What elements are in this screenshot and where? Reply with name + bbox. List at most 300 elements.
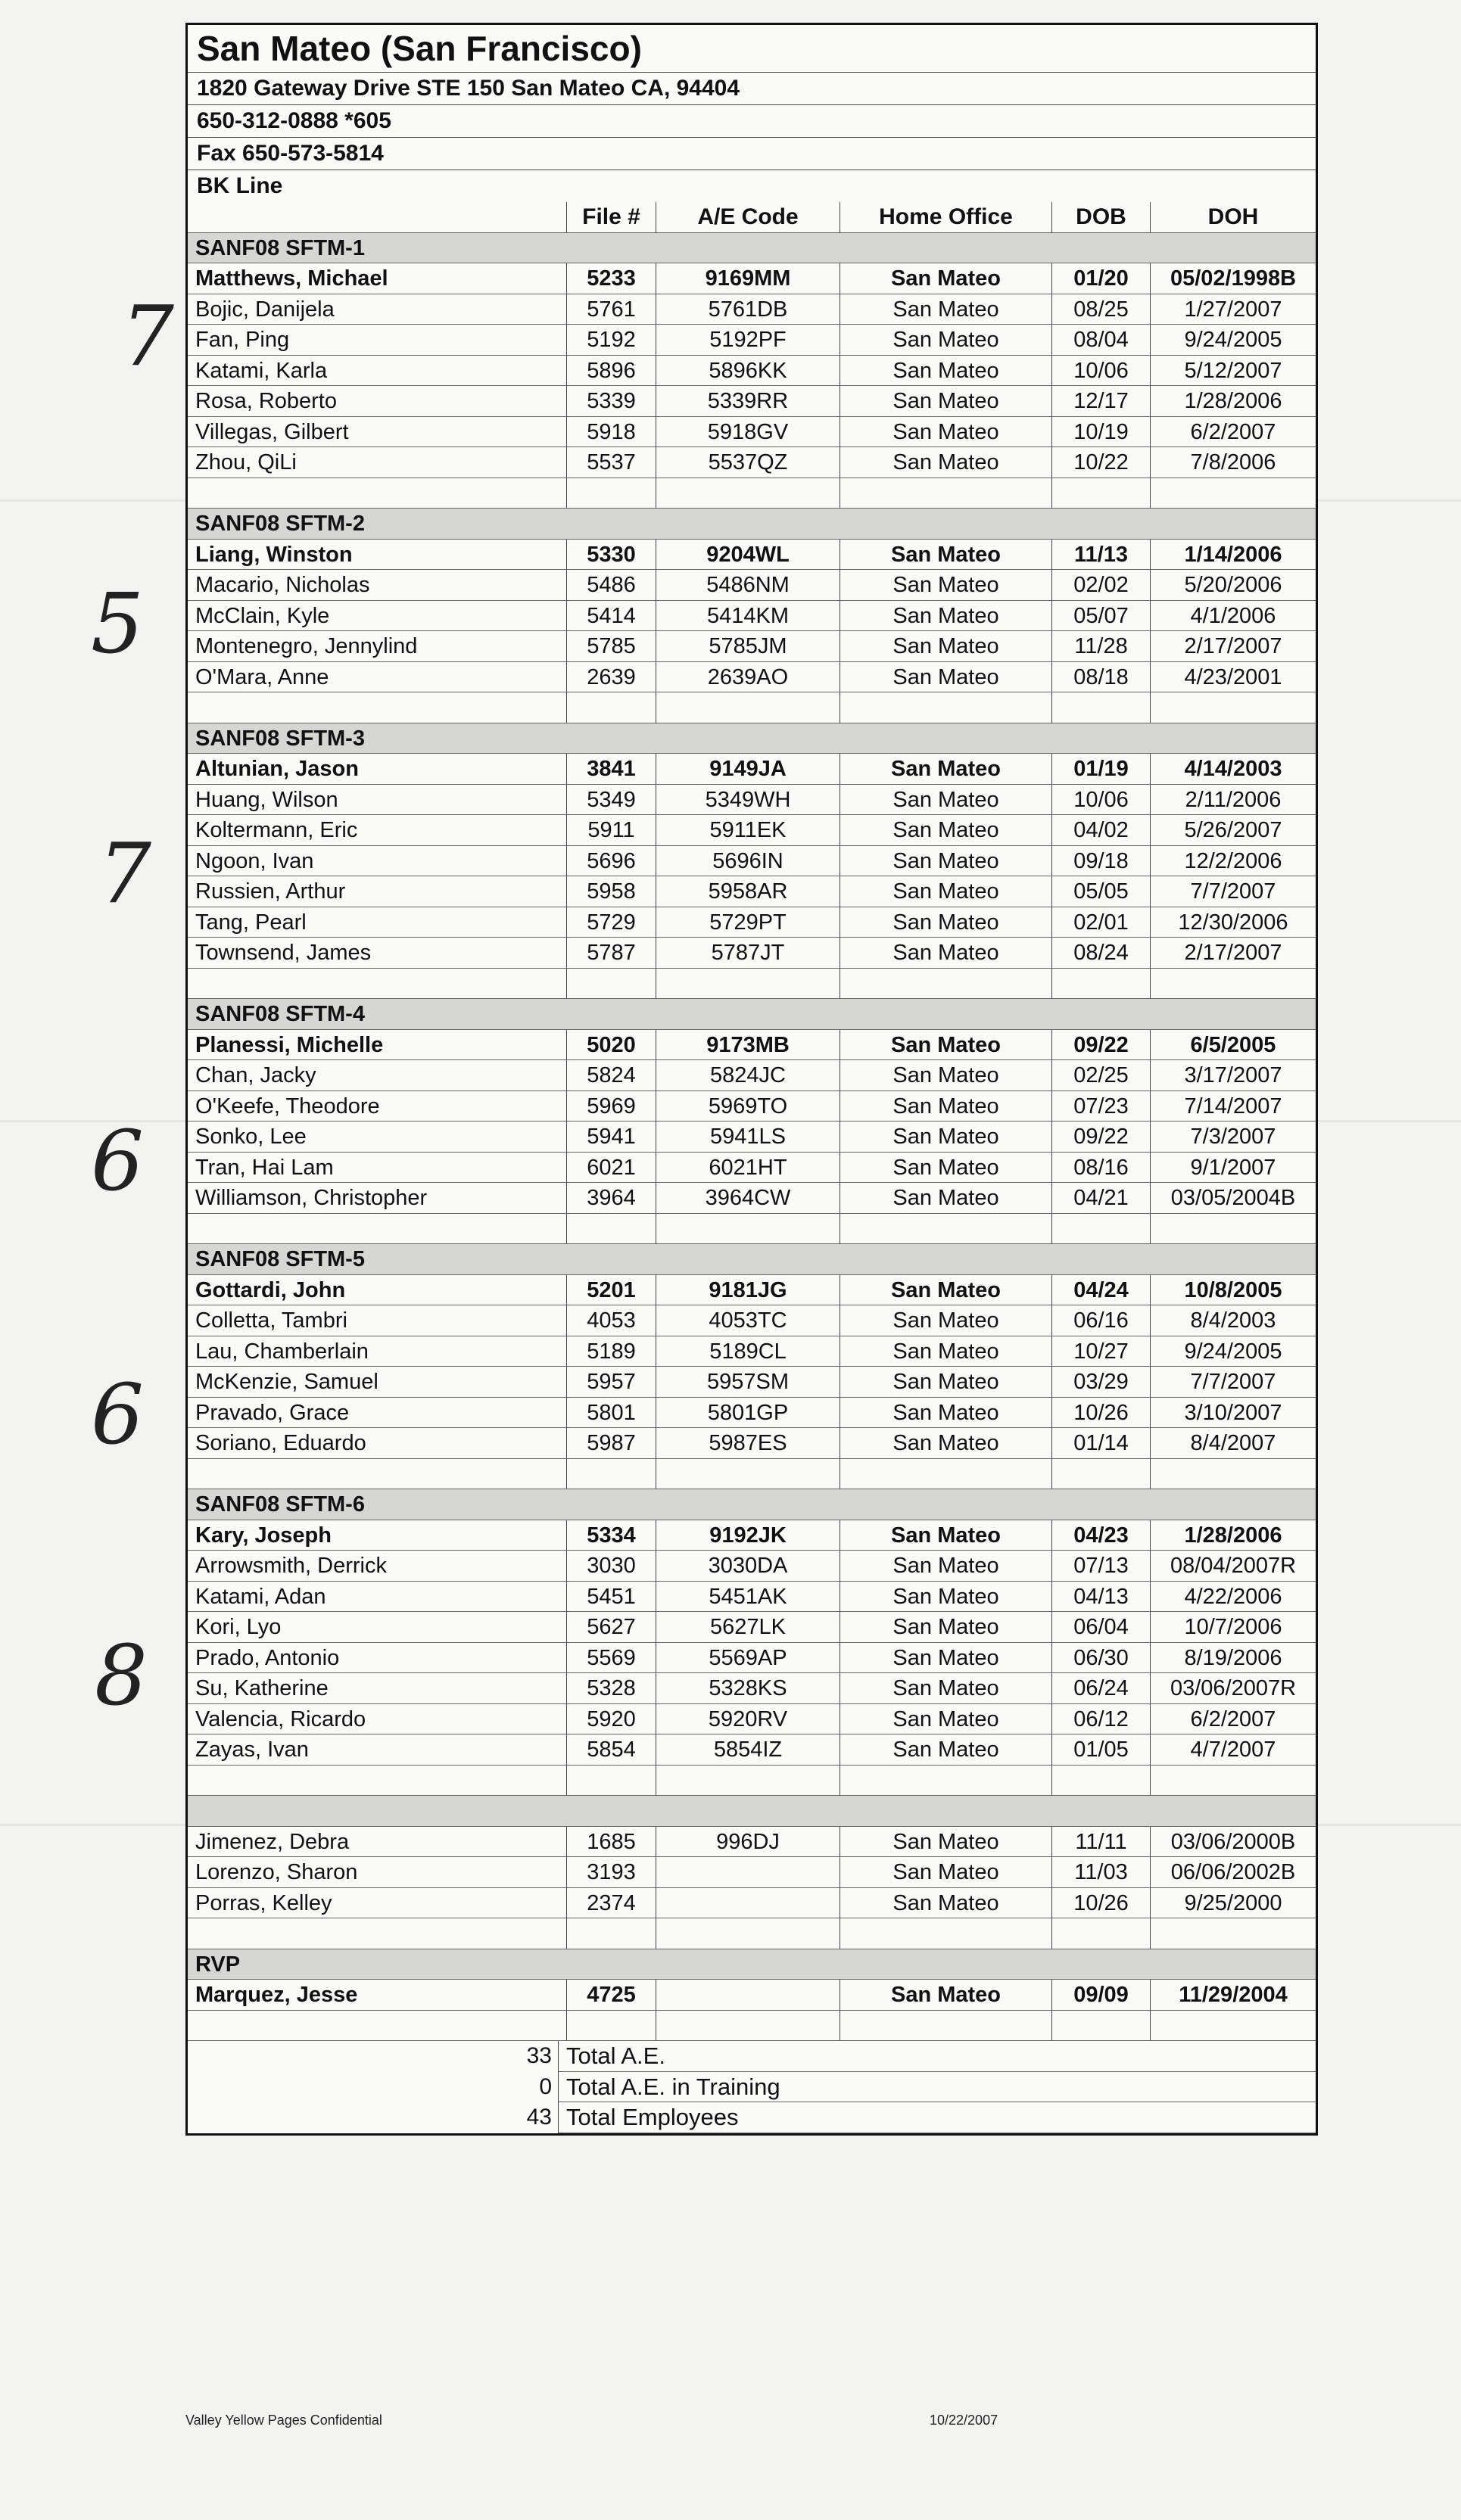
cell-dob: 01/05 xyxy=(1051,1734,1150,1766)
cell-ae-code: 6021HT xyxy=(656,1153,840,1184)
cell-dob: 04/21 xyxy=(1051,1183,1150,1214)
blank-cell xyxy=(656,1918,840,1949)
cell-ae-code xyxy=(656,1888,840,1919)
cell-name: Soriano, Eduardo xyxy=(188,1428,566,1459)
cell-doh: 9/24/2005 xyxy=(1150,1336,1316,1367)
cell-home-office: San Mateo xyxy=(840,1704,1051,1735)
cell-home-office: San Mateo xyxy=(840,1183,1051,1214)
section-header-cell xyxy=(566,1489,656,1520)
section-header-cell xyxy=(1150,1796,1316,1827)
totals-block xyxy=(188,2041,1316,2133)
cell-dob: 01/20 xyxy=(1051,263,1150,294)
section-header-cell xyxy=(1051,1796,1150,1827)
cell-doh: 08/04/2007R xyxy=(1150,1551,1316,1582)
cell-ae-code xyxy=(656,1980,840,2011)
cell-dob: 02/01 xyxy=(1051,907,1150,938)
blank-cell xyxy=(566,1766,656,1797)
cell-name: Tang, Pearl xyxy=(188,907,566,938)
blank-cell xyxy=(1051,478,1150,509)
cell-name: Lorenzo, Sharon xyxy=(188,1857,566,1888)
cell-ae-code: 3030DA xyxy=(656,1551,840,1582)
section-header-cell xyxy=(656,1244,840,1275)
cell-name: Huang, Wilson xyxy=(188,785,566,816)
section-header-cell xyxy=(1051,1244,1150,1275)
cell-home-office: San Mateo xyxy=(840,1980,1051,2011)
blank-cell xyxy=(1051,1918,1150,1949)
cell-home-office: San Mateo xyxy=(840,601,1051,632)
blank-cell xyxy=(188,1459,566,1490)
cell-home-office: San Mateo xyxy=(840,417,1051,448)
cell-home-office: San Mateo xyxy=(840,1122,1051,1153)
section-title: SANF08 SFTM-3 xyxy=(188,723,566,754)
column-header-file: File # xyxy=(566,202,656,233)
cell-name: Williamson, Christopher xyxy=(188,1183,566,1214)
cell-ae-code: 9192JK xyxy=(656,1520,840,1551)
cell-file: 3193 xyxy=(566,1857,656,1888)
section-header-cell xyxy=(566,1796,656,1827)
cell-file: 5801 xyxy=(566,1398,656,1429)
section-header-cell xyxy=(840,1796,1051,1827)
cell-file: 3841 xyxy=(566,754,656,785)
cell-name: Pravado, Grace xyxy=(188,1398,566,1429)
cell-name: Altunian, Jason xyxy=(188,754,566,785)
section-title: SANF08 SFTM-6 xyxy=(188,1489,566,1520)
cell-dob: 10/26 xyxy=(1051,1888,1150,1919)
blank-cell xyxy=(840,1918,1051,1949)
cell-home-office: San Mateo xyxy=(840,846,1051,877)
cell-doh: 7/8/2006 xyxy=(1150,447,1316,478)
section-header-cell xyxy=(1150,509,1316,540)
cell-home-office: San Mateo xyxy=(840,1551,1051,1582)
cell-file: 5537 xyxy=(566,447,656,478)
cell-home-office: San Mateo xyxy=(840,1734,1051,1766)
section-title: SANF08 SFTM-5 xyxy=(188,1244,566,1275)
cell-doh: 05/02/1998B xyxy=(1150,263,1316,294)
blank-cell xyxy=(656,1459,840,1490)
cell-file: 2639 xyxy=(566,662,656,693)
cell-doh: 9/1/2007 xyxy=(1150,1153,1316,1184)
cell-file: 5414 xyxy=(566,601,656,632)
cell-file: 5328 xyxy=(566,1673,656,1704)
cell-file: 5627 xyxy=(566,1612,656,1643)
cell-ae-code: 5969TO xyxy=(656,1091,840,1122)
blank-cell xyxy=(188,2011,566,2042)
cell-name: Marquez, Jesse xyxy=(188,1980,566,2011)
cell-file: 5969 xyxy=(566,1091,656,1122)
cell-dob: 04/24 xyxy=(1051,1275,1150,1306)
cell-ae-code: 5918GV xyxy=(656,417,840,448)
cell-dob: 08/24 xyxy=(1051,938,1150,969)
section-header-cell xyxy=(1051,233,1150,264)
total-label: Total Employees xyxy=(559,2102,1316,2133)
cell-file: 5192 xyxy=(566,325,656,356)
blank-cell xyxy=(1051,2011,1150,2042)
cell-dob: 08/04 xyxy=(1051,325,1150,356)
cell-ae-code xyxy=(656,1857,840,1888)
blank-cell xyxy=(1051,1766,1150,1797)
cell-home-office: San Mateo xyxy=(840,356,1051,387)
cell-name: Zayas, Ivan xyxy=(188,1734,566,1766)
cell-file: 5787 xyxy=(566,938,656,969)
blank-cell xyxy=(188,969,566,1000)
cell-doh: 5/12/2007 xyxy=(1150,356,1316,387)
cell-ae-code: 5328KS xyxy=(656,1673,840,1704)
cell-file: 5189 xyxy=(566,1336,656,1367)
office-phone: 650-312-0888 *605 xyxy=(188,105,1316,138)
cell-name: Fan, Ping xyxy=(188,325,566,356)
cell-home-office: San Mateo xyxy=(840,631,1051,662)
blank-cell xyxy=(1150,692,1316,723)
cell-home-office: San Mateo xyxy=(840,907,1051,938)
cell-doh: 7/3/2007 xyxy=(1150,1122,1316,1153)
section-header-cell xyxy=(656,999,840,1030)
cell-dob: 06/04 xyxy=(1051,1612,1150,1643)
section-header-cell xyxy=(1150,1949,1316,1980)
cell-doh: 10/8/2005 xyxy=(1150,1275,1316,1306)
cell-ae-code: 4053TC xyxy=(656,1305,840,1336)
section-header-cell xyxy=(1150,723,1316,754)
cell-name: O'Keefe, Theodore xyxy=(188,1091,566,1122)
cell-dob: 04/02 xyxy=(1051,815,1150,846)
cell-dob: 09/22 xyxy=(1051,1030,1150,1061)
section-header-cell xyxy=(1051,999,1150,1030)
cell-dob: 11/28 xyxy=(1051,631,1150,662)
section-header-cell xyxy=(840,1244,1051,1275)
cell-doh: 4/7/2007 xyxy=(1150,1734,1316,1766)
cell-home-office: San Mateo xyxy=(840,815,1051,846)
cell-ae-code: 5920RV xyxy=(656,1704,840,1735)
cell-dob: 01/14 xyxy=(1051,1428,1150,1459)
cell-ae-code: 5761DB xyxy=(656,294,840,325)
cell-doh: 4/22/2006 xyxy=(1150,1582,1316,1613)
cell-doh: 4/14/2003 xyxy=(1150,754,1316,785)
blank-cell xyxy=(1150,1459,1316,1490)
cell-doh: 12/30/2006 xyxy=(1150,907,1316,938)
cell-ae-code: 5987ES xyxy=(656,1428,840,1459)
blank-cell xyxy=(840,1214,1051,1245)
blank-cell xyxy=(656,478,840,509)
total-value: 0 xyxy=(188,2072,559,2103)
section-header-cell xyxy=(656,1949,840,1980)
cell-file: 5233 xyxy=(566,263,656,294)
cell-file: 5785 xyxy=(566,631,656,662)
cell-dob: 10/06 xyxy=(1051,356,1150,387)
cell-dob: 06/12 xyxy=(1051,1704,1150,1735)
cell-home-office: San Mateo xyxy=(840,1091,1051,1122)
section-header-cell xyxy=(1150,1244,1316,1275)
cell-doh: 12/2/2006 xyxy=(1150,846,1316,877)
column-header-home-office: Home Office xyxy=(840,202,1051,233)
cell-ae-code: 3964CW xyxy=(656,1183,840,1214)
cell-ae-code: 5824JC xyxy=(656,1060,840,1091)
cell-name: Russien, Arthur xyxy=(188,876,566,907)
cell-doh: 8/19/2006 xyxy=(1150,1643,1316,1674)
cell-doh: 4/1/2006 xyxy=(1150,601,1316,632)
section-header-cell xyxy=(840,509,1051,540)
handwritten-note-2: 5 xyxy=(91,575,144,672)
cell-ae-code: 5958AR xyxy=(656,876,840,907)
cell-name: Katami, Adan xyxy=(188,1582,566,1613)
blank-cell xyxy=(656,692,840,723)
total-label: Total A.E. xyxy=(559,2041,1316,2072)
cell-doh: 03/05/2004B xyxy=(1150,1183,1316,1214)
cell-ae-code: 5414KM xyxy=(656,601,840,632)
column-header-dob: DOB xyxy=(1051,202,1150,233)
cell-file: 5854 xyxy=(566,1734,656,1766)
cell-doh: 2/11/2006 xyxy=(1150,785,1316,816)
cell-ae-code: 5537QZ xyxy=(656,447,840,478)
blank-cell xyxy=(1051,969,1150,1000)
cell-home-office: San Mateo xyxy=(840,1888,1051,1919)
cell-file: 5911 xyxy=(566,815,656,846)
cell-home-office: San Mateo xyxy=(840,662,1051,693)
cell-file: 5696 xyxy=(566,846,656,877)
cell-name: McClain, Kyle xyxy=(188,601,566,632)
section-title: SANF08 SFTM-1 xyxy=(188,233,566,264)
cell-name: Valencia, Ricardo xyxy=(188,1704,566,1735)
cell-home-office: San Mateo xyxy=(840,1398,1051,1429)
cell-ae-code: 9181JG xyxy=(656,1275,840,1306)
cell-dob: 04/23 xyxy=(1051,1520,1150,1551)
cell-name: Villegas, Gilbert xyxy=(188,417,566,448)
total-label: Total A.E. in Training xyxy=(559,2072,1316,2103)
section-header-cell xyxy=(656,233,840,264)
cell-doh: 03/06/2007R xyxy=(1150,1673,1316,1704)
cell-doh: 7/7/2007 xyxy=(1150,1367,1316,1398)
cell-dob: 07/13 xyxy=(1051,1551,1150,1582)
cell-dob: 10/27 xyxy=(1051,1336,1150,1367)
cell-home-office: San Mateo xyxy=(840,938,1051,969)
section-header-cell xyxy=(566,233,656,264)
cell-dob: 10/06 xyxy=(1051,785,1150,816)
cell-doh: 8/4/2003 xyxy=(1150,1305,1316,1336)
total-value: 43 xyxy=(188,2102,559,2133)
cell-doh: 3/17/2007 xyxy=(1150,1060,1316,1091)
cell-ae-code: 9204WL xyxy=(656,540,840,571)
section-header-cell xyxy=(656,723,840,754)
cell-home-office: San Mateo xyxy=(840,1582,1051,1613)
section-header-cell xyxy=(656,1796,840,1827)
cell-dob: 11/03 xyxy=(1051,1857,1150,1888)
blank-cell xyxy=(566,969,656,1000)
blank-cell xyxy=(188,1918,566,1949)
cell-file: 5020 xyxy=(566,1030,656,1061)
cell-doh: 03/06/2000B xyxy=(1150,1827,1316,1858)
cell-doh: 5/20/2006 xyxy=(1150,570,1316,601)
cell-home-office: San Mateo xyxy=(840,1030,1051,1061)
cell-doh: 7/7/2007 xyxy=(1150,876,1316,907)
column-header-name xyxy=(188,202,566,233)
cell-file: 5824 xyxy=(566,1060,656,1091)
cell-file: 5987 xyxy=(566,1428,656,1459)
cell-name: Tran, Hai Lam xyxy=(188,1153,566,1184)
cell-name: Colletta, Tambri xyxy=(188,1305,566,1336)
cell-doh: 1/28/2006 xyxy=(1150,386,1316,417)
cell-ae-code: 9149JA xyxy=(656,754,840,785)
section-title: SANF08 SFTM-4 xyxy=(188,999,566,1030)
cell-file: 5334 xyxy=(566,1520,656,1551)
total-value: 33 xyxy=(188,2041,559,2072)
cell-name: O'Mara, Anne xyxy=(188,662,566,693)
cell-file: 5729 xyxy=(566,907,656,938)
cell-ae-code: 5189CL xyxy=(656,1336,840,1367)
section-header-cell xyxy=(1150,999,1316,1030)
cell-dob: 08/25 xyxy=(1051,294,1150,325)
blank-cell xyxy=(188,692,566,723)
blank-cell xyxy=(566,1918,656,1949)
cell-doh: 1/27/2007 xyxy=(1150,294,1316,325)
cell-file: 5920 xyxy=(566,1704,656,1735)
cell-ae-code: 5627LK xyxy=(656,1612,840,1643)
blank-cell xyxy=(1051,692,1150,723)
cell-name: McKenzie, Samuel xyxy=(188,1367,566,1398)
cell-name: Jimenez, Debra xyxy=(188,1827,566,1858)
section-header-cell xyxy=(840,233,1051,264)
handwritten-note-4: 6 xyxy=(91,1112,144,1209)
cell-name: Liang, Winston xyxy=(188,540,566,571)
cell-doh: 2/17/2007 xyxy=(1150,631,1316,662)
blank-cell xyxy=(566,692,656,723)
cell-ae-code: 5957SM xyxy=(656,1367,840,1398)
cell-home-office: San Mateo xyxy=(840,263,1051,294)
blank-cell xyxy=(188,478,566,509)
cell-doh: 11/29/2004 xyxy=(1150,1980,1316,2011)
blank-cell xyxy=(656,2011,840,2042)
blank-cell xyxy=(1051,1214,1150,1245)
cell-ae-code: 5696IN xyxy=(656,846,840,877)
cell-doh: 6/5/2005 xyxy=(1150,1030,1316,1061)
cell-name: Zhou, QiLi xyxy=(188,447,566,478)
cell-dob: 02/25 xyxy=(1051,1060,1150,1091)
blank-cell xyxy=(566,478,656,509)
cell-dob: 06/16 xyxy=(1051,1305,1150,1336)
cell-doh: 8/4/2007 xyxy=(1150,1428,1316,1459)
cell-file: 6021 xyxy=(566,1153,656,1184)
cell-file: 5896 xyxy=(566,356,656,387)
cell-doh: 2/17/2007 xyxy=(1150,938,1316,969)
cell-doh: 10/7/2006 xyxy=(1150,1612,1316,1643)
cell-home-office: San Mateo xyxy=(840,1153,1051,1184)
section-header-cell xyxy=(566,723,656,754)
cell-file: 5330 xyxy=(566,540,656,571)
cell-dob: 03/29 xyxy=(1051,1367,1150,1398)
section-header-cell xyxy=(656,509,840,540)
cell-file: 5486 xyxy=(566,570,656,601)
cell-dob: 10/19 xyxy=(1051,417,1150,448)
cell-home-office: San Mateo xyxy=(840,540,1051,571)
cell-dob: 04/13 xyxy=(1051,1582,1150,1613)
cell-dob: 10/26 xyxy=(1051,1398,1150,1429)
cell-home-office: San Mateo xyxy=(840,1305,1051,1336)
blank-cell xyxy=(840,969,1051,1000)
cell-name: Kori, Lyo xyxy=(188,1612,566,1643)
cell-dob: 11/13 xyxy=(1051,540,1150,571)
section-header-cell xyxy=(1150,233,1316,264)
cell-doh: 6/2/2007 xyxy=(1150,417,1316,448)
footer-date: 10/22/2007 xyxy=(930,2413,998,2428)
cell-name: Katami, Karla xyxy=(188,356,566,387)
cell-file: 3964 xyxy=(566,1183,656,1214)
blank-cell xyxy=(566,1459,656,1490)
section-title: RVP xyxy=(188,1949,566,1980)
office-address: 1820 Gateway Drive STE 150 San Mateo CA, 94404 xyxy=(188,73,1316,105)
roster-table xyxy=(188,202,1316,2041)
cell-name: Ngoon, Ivan xyxy=(188,846,566,877)
cell-name: Sonko, Lee xyxy=(188,1122,566,1153)
section-title xyxy=(188,1796,566,1827)
cell-home-office: San Mateo xyxy=(840,1275,1051,1306)
cell-ae-code: 5854IZ xyxy=(656,1734,840,1766)
cell-name: Townsend, James xyxy=(188,938,566,969)
column-header-doh: DOH xyxy=(1150,202,1316,233)
cell-file: 5349 xyxy=(566,785,656,816)
cell-dob: 12/17 xyxy=(1051,386,1150,417)
handwritten-note-1: 7 xyxy=(121,288,174,384)
blank-cell xyxy=(188,1766,566,1797)
handwritten-note-5: 6 xyxy=(91,1366,144,1463)
cell-home-office: San Mateo xyxy=(840,1643,1051,1674)
cell-home-office: San Mateo xyxy=(840,785,1051,816)
cell-file: 5761 xyxy=(566,294,656,325)
cell-home-office: San Mateo xyxy=(840,1857,1051,1888)
cell-ae-code: 5911EK xyxy=(656,815,840,846)
cell-ae-code: 5569AP xyxy=(656,1643,840,1674)
cell-ae-code: 996DJ xyxy=(656,1827,840,1858)
cell-dob: 09/09 xyxy=(1051,1980,1150,2011)
blank-cell xyxy=(1051,1459,1150,1490)
cell-home-office: San Mateo xyxy=(840,1612,1051,1643)
section-header-cell xyxy=(840,1949,1051,1980)
handwritten-note-6: 8 xyxy=(95,1627,148,1724)
cell-home-office: San Mateo xyxy=(840,447,1051,478)
cell-file: 5957 xyxy=(566,1367,656,1398)
cell-name: Lau, Chamberlain xyxy=(188,1336,566,1367)
cell-name: Chan, Jacky xyxy=(188,1060,566,1091)
cell-home-office: San Mateo xyxy=(840,754,1051,785)
section-title: SANF08 SFTM-2 xyxy=(188,509,566,540)
cell-ae-code: 5339RR xyxy=(656,386,840,417)
office-title: San Mateo (San Francisco) xyxy=(188,25,1316,73)
cell-ae-code: 9173MB xyxy=(656,1030,840,1061)
cell-home-office: San Mateo xyxy=(840,294,1051,325)
cell-doh: 5/26/2007 xyxy=(1150,815,1316,846)
cell-home-office: San Mateo xyxy=(840,1673,1051,1704)
column-header-ae-code: A/E Code xyxy=(656,202,840,233)
cell-home-office: San Mateo xyxy=(840,386,1051,417)
cell-dob: 01/19 xyxy=(1051,754,1150,785)
blank-cell xyxy=(188,1214,566,1245)
cell-doh: 1/28/2006 xyxy=(1150,1520,1316,1551)
section-header-cell xyxy=(840,1489,1051,1520)
roster-sheet xyxy=(185,23,1318,2136)
cell-file: 1685 xyxy=(566,1827,656,1858)
blank-cell xyxy=(1150,2011,1316,2042)
cell-doh: 1/14/2006 xyxy=(1150,540,1316,571)
blank-cell xyxy=(656,1766,840,1797)
section-header-cell xyxy=(566,509,656,540)
cell-dob: 02/02 xyxy=(1051,570,1150,601)
cell-name: Gottardi, John xyxy=(188,1275,566,1306)
cell-ae-code: 9169MM xyxy=(656,263,840,294)
cell-file: 5569 xyxy=(566,1643,656,1674)
cell-ae-code: 2639AO xyxy=(656,662,840,693)
cell-home-office: San Mateo xyxy=(840,876,1051,907)
blank-cell xyxy=(1150,1766,1316,1797)
cell-home-office: San Mateo xyxy=(840,1367,1051,1398)
cell-dob: 06/30 xyxy=(1051,1643,1150,1674)
cell-dob: 10/22 xyxy=(1051,447,1150,478)
cell-doh: 9/24/2005 xyxy=(1150,325,1316,356)
